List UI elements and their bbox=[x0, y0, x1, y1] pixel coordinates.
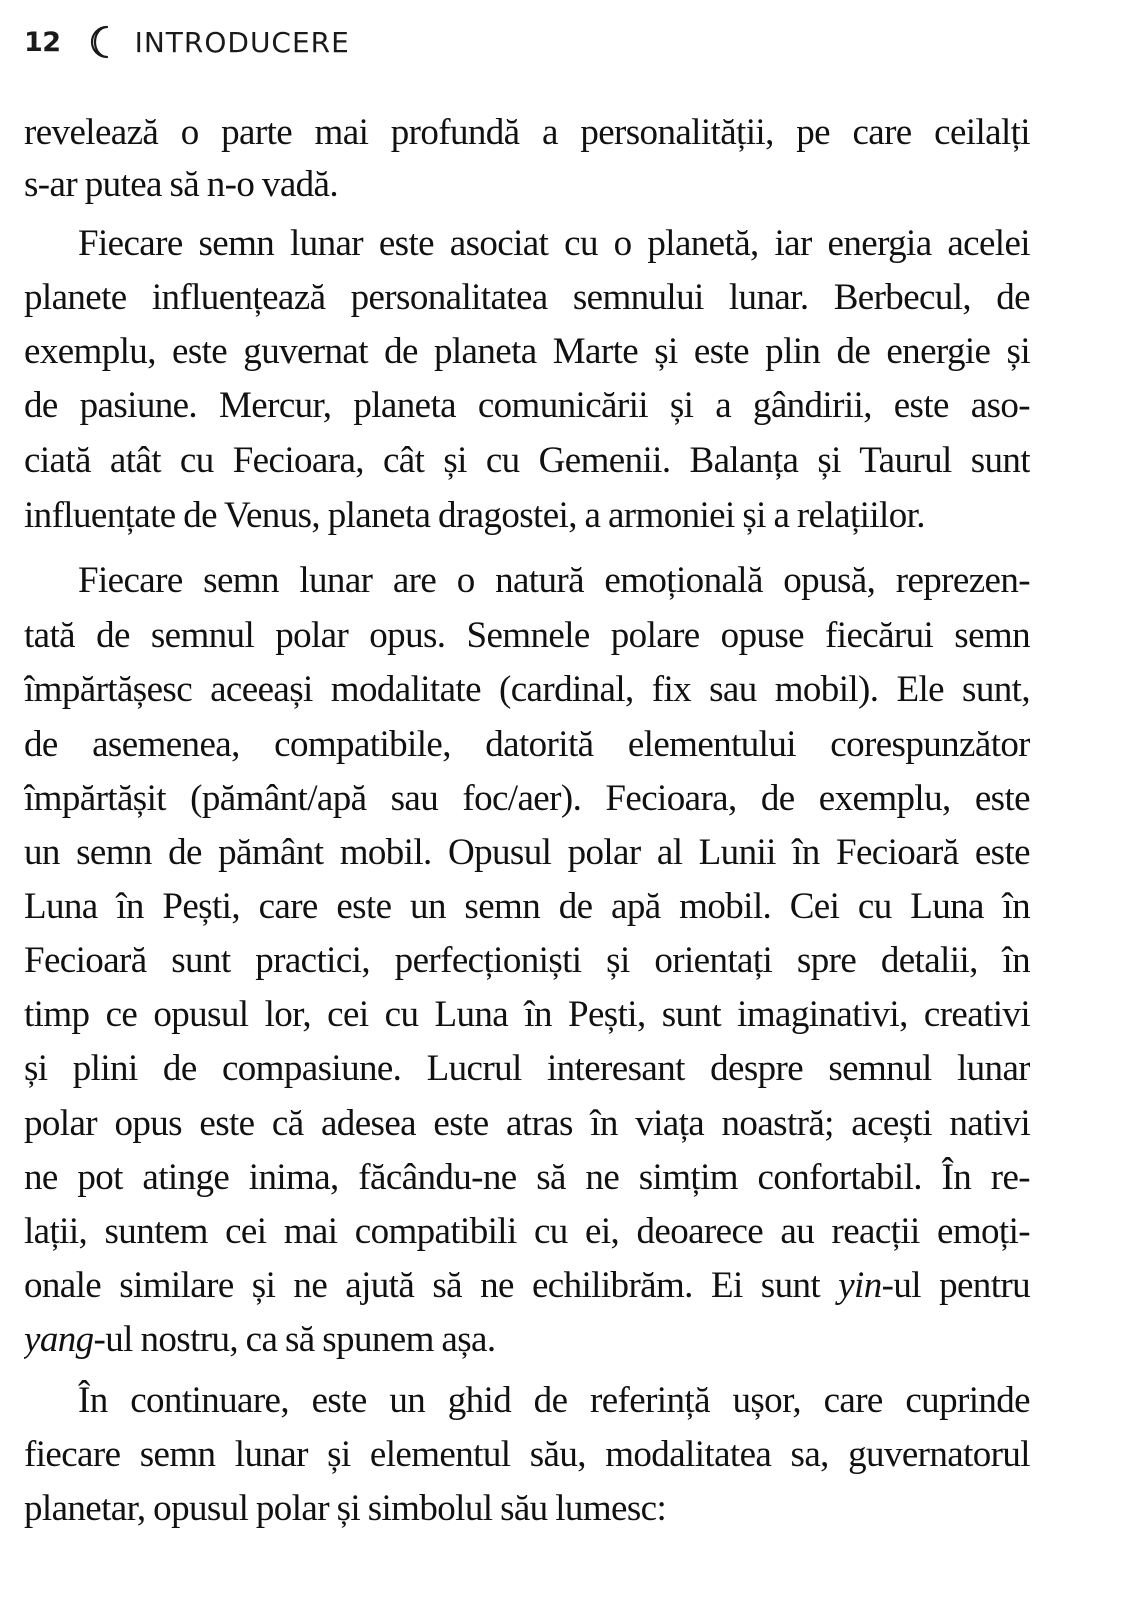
italic-term-yin: yin bbox=[838, 1265, 882, 1306]
text-line: planetar, opusul polar și simbolul său lumesc: bbox=[24, 1488, 667, 1529]
text-line: lații, suntem cei mai compatibili cu ei, deoarece au reacții emoți- bbox=[24, 1211, 1030, 1252]
text-line bbox=[24, 1263, 1030, 1309]
text-line: Luna în Pești, care este un semn de apă mobil. Cei cu Luna în bbox=[24, 886, 1030, 927]
italic-term-yang: yang bbox=[24, 1319, 94, 1360]
text-line: tată de semnul polar opus. Semnele polare opuse fiecărui semn bbox=[24, 615, 1030, 656]
text-line: s-ar putea să n-o vadă. bbox=[24, 164, 339, 205]
text-line: de pasiune. Mercur, planeta comunicării și a gândirii, este aso- bbox=[24, 385, 1030, 426]
text-line: exemplu, este guvernat de planeta Marte și este plin de energie și bbox=[24, 331, 1030, 372]
paragraph-start-line: Fiecare semn lunar are o natură emoțională opusă, reprezen- bbox=[78, 560, 1030, 601]
text-line: de asemenea, compatibile, datorită elementului corespunzător bbox=[24, 724, 1030, 765]
text-line: și plini de compasiune. Lucrul interesant despre semnul lunar bbox=[24, 1048, 1030, 1089]
text-line: ciată atât cu Fecioara, cât și cu Gemenii. Balanța și Taurul sunt bbox=[24, 440, 1030, 481]
body-text bbox=[24, 0, 1030, 1600]
text-line: un semn de pământ mobil. Opusul polar al Lunii în Fecioară este bbox=[24, 832, 1030, 873]
paragraph-start-line: Fiecare semn lunar este asociat cu o planetă, iar energia acelei bbox=[78, 223, 1030, 264]
text-line: timp ce opusul lor, cei cu Luna în Pești, sunt imaginativi, creativi bbox=[24, 994, 1030, 1035]
text-run: onale similare și ne ajută să ne echilibrăm. Ei sunt bbox=[24, 1265, 821, 1306]
text-line: polar opus este că adesea este atras în viața noastră; acești nativi bbox=[24, 1103, 1030, 1144]
paragraph-start-line: În continuare, este un ghid de referință ușor, care cuprinde bbox=[78, 1380, 1030, 1421]
text-line: ne pot atinge inima, făcându-ne să ne simțim confortabil. În re- bbox=[24, 1157, 1030, 1198]
text-run: -ul nostru, ca să spunem așa. bbox=[93, 1319, 496, 1360]
text-line: influențate de Venus, planeta dragostei, a armoniei și a relațiilor. bbox=[24, 495, 925, 536]
section-title: INTRODUCERE bbox=[134, 25, 350, 59]
page-number: 12 bbox=[24, 26, 61, 58]
text-line bbox=[24, 1317, 1030, 1363]
text-line: împărtășesc aceeași modalitate (cardinal, fix sau mobil). Ele sunt, bbox=[24, 669, 1030, 710]
text-line: fiecare semn lunar și elementul său, modalitatea sa, guvernatorul bbox=[24, 1434, 1030, 1475]
text-line: împărtășit (pământ/apă sau foc/aer). Fecioara, de exemplu, este bbox=[24, 778, 1030, 819]
text-line: planete influențează personalitatea semnului lunar. Berbecul, de bbox=[24, 277, 1030, 318]
text-line: revelează o parte mai profundă a personalității, pe care ceilalți bbox=[24, 112, 1030, 153]
text-line: Fecioară sunt practici, perfecționiști și orientați spre detalii, în bbox=[24, 940, 1030, 981]
text-run: -ul pentru bbox=[881, 1265, 1030, 1306]
